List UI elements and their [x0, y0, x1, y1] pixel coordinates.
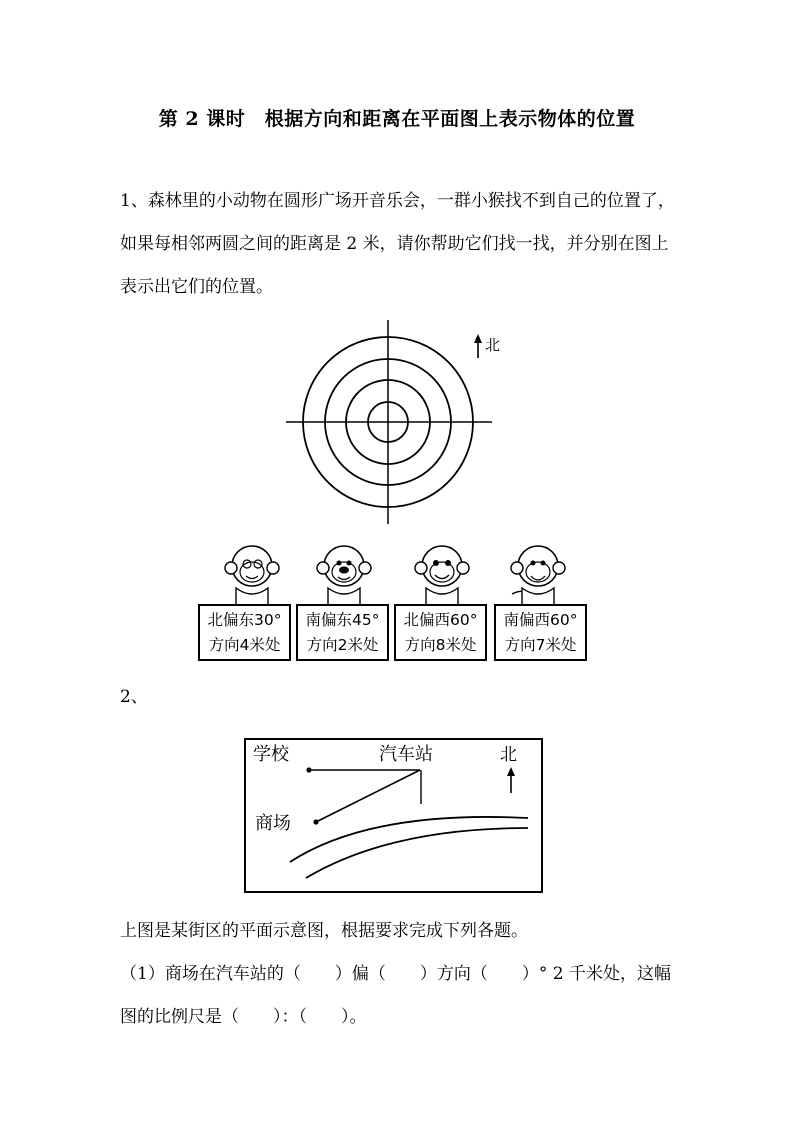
monkey-card-4 — [494, 604, 587, 661]
north-arrow-icon — [474, 334, 482, 343]
card-distance: 方向8米处 — [404, 636, 477, 654]
north-label: 北 — [485, 336, 501, 354]
monkey-4-illustration — [506, 540, 570, 606]
map-description: 上图是某街区的平面示意图，根据要求完成下列各题。 — [120, 921, 528, 941]
concentric-circles-diagram — [280, 318, 520, 528]
question-1-text: 1、森林里的小动物在圆形广场开音乐会，一群小猴找不到自己的位置了，如果每相邻两圆之间的距离是 2 米，请你帮助它们找一找，并分别在图上表示出它们的位置。 — [120, 191, 675, 297]
card-direction: 北偏西60° — [403, 611, 478, 629]
school-point — [306, 767, 311, 772]
card-distance: 方向2米处 — [306, 636, 379, 654]
monkey-1-illustration — [218, 540, 286, 606]
question-2-label: 2、 — [120, 687, 148, 707]
street-curve-lower — [306, 828, 528, 878]
school-label: 学校 — [253, 744, 289, 765]
question-2-text — [120, 910, 680, 1039]
monkey-3-illustration — [410, 540, 474, 606]
card-direction: 南偏西60° — [503, 611, 578, 629]
mall-to-station-line — [316, 770, 420, 822]
monkey-card-2 — [296, 604, 389, 661]
sub-question-1: （1）商场在汽车站的（ ）偏（ ）方向（ ）° 2 千米处，这幅图的比例尺是（ ）：（ ）。 — [120, 964, 671, 1027]
monkey-2-illustration — [312, 540, 376, 606]
mall-label: 商场 — [255, 813, 291, 834]
card-direction: 南偏东45° — [305, 611, 380, 629]
north-label: 北 — [500, 745, 517, 765]
page-title: 第 2 课时 根据方向和距离在平面图上表示物体的位置 — [158, 108, 636, 130]
bus-station-label: 汽车站 — [379, 744, 433, 765]
card-direction: 北偏东30° — [207, 611, 282, 629]
street-map-diagram — [240, 736, 546, 896]
north-arrow-icon — [507, 767, 515, 776]
mall-point — [313, 819, 318, 824]
card-distance: 方向4米处 — [208, 636, 281, 654]
card-distance: 方向7米处 — [504, 636, 577, 654]
monkey-card-3 — [394, 604, 487, 661]
monkey-card-1 — [198, 604, 291, 661]
